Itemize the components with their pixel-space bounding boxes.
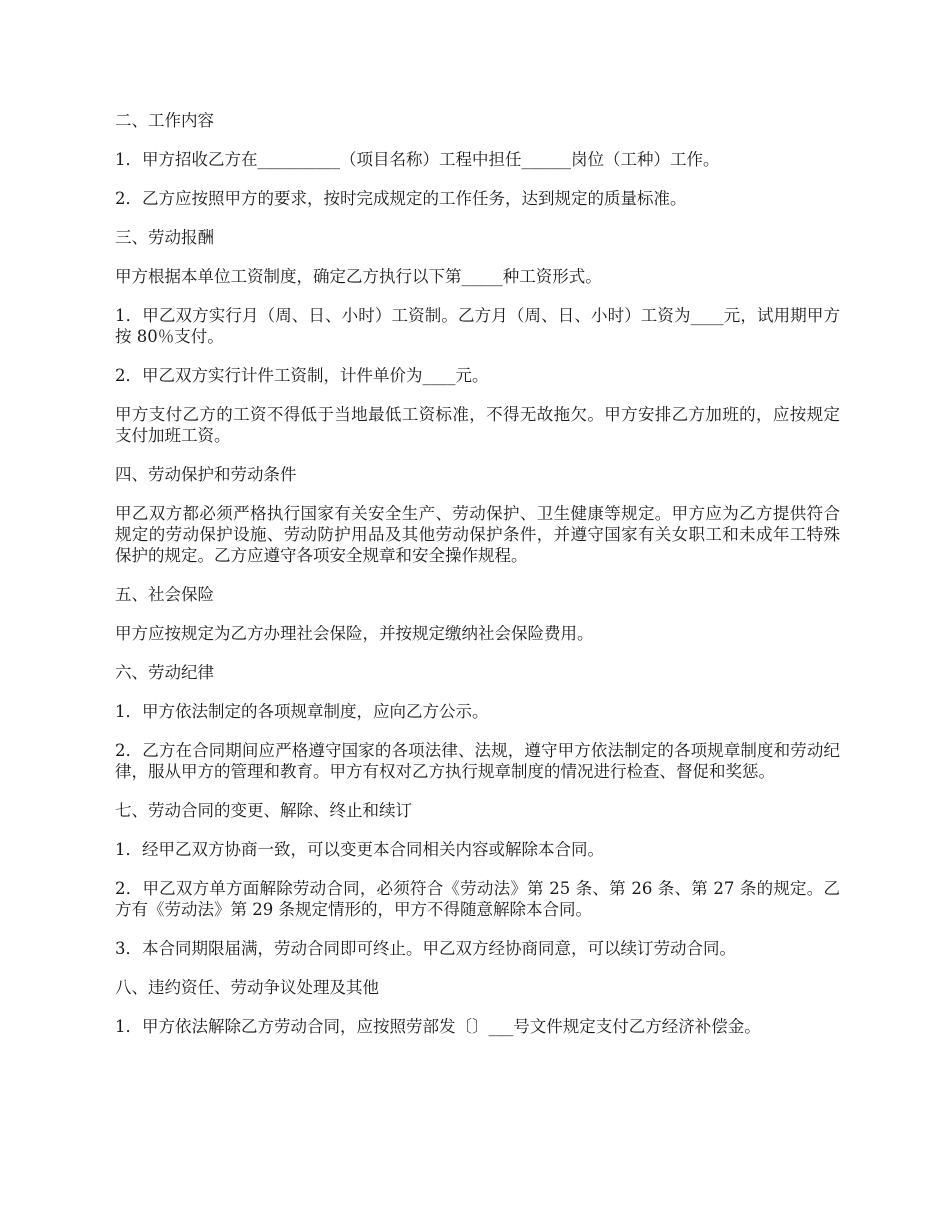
clause-paragraph: 2．甲乙双方单方面解除劳动合同，必须符合《劳动法》第 25 条、第 26 条、第 27 条的规定。乙方有《劳动法》第 29 条规定情形的，甲方不得随意解除本合同。 [115,879,840,919]
section-heading-social-insurance: 五、社会保险 [115,585,214,604]
clause-paragraph: 2．甲乙双方实行计件工资制，计件单价为____元。 [115,366,489,385]
body-paragraph: 甲方应按规定为乙方办理社会保险，并按规定缴纳社会保险费用。 [115,624,594,643]
clause-paragraph: 1．甲方依法制定的各项规章制度，应向乙方公示。 [115,702,489,721]
body-paragraph: 甲方根据本单位工资制度，确定乙方执行以下第_____种工资形式。 [115,267,602,286]
section-heading-contract-changes: 七、劳动合同的变更、解除、终止和续订 [115,801,412,820]
clause-paragraph: 2．乙方在合同期间应严格遵守国家的各项法律、法规，遵守甲方依法制定的各项规章制度和劳动纪律，服从甲方的管理和教育。甲方有权对乙方执行规章制度的情况进行检查、督促和奖惩。 [115,741,840,781]
clause-paragraph: 1．甲乙双方实行月（周、日、小时）工资制。乙方月（周、日、小时）工资为____元，试用期甲方按 80％支付。 [115,306,840,346]
section-heading-liability: 八、违约资任、劳动争议处理及其他 [115,978,379,997]
body-paragraph: 甲方支付乙方的工资不得低于当地最低工资标准，不得无故拖欠。甲方安排乙方加班的，应按规定支付加班工资。 [115,405,840,445]
clause-paragraph: 1．甲方招收乙方在__________（项目名称）工程中担任______岗位（工种）工作。 [115,150,720,169]
body-paragraph: 甲乙双方都必须严格执行国家有关安全生产、劳动保护、卫生健康等规定。甲方应为乙方提供符合规定的劳动保护设施、劳动防护用品及其他劳动保护条件，并遵守国家有关女职工和未成年工特殊保护的规定。乙方应遵守各项安全规章和安全操作规程。 [115,504,840,565]
clause-paragraph: 3．本合同期限届满，劳动合同即可终止。甲乙双方经协商同意，可以续订劳动合同。 [115,939,736,958]
clause-paragraph: 1．经甲乙双方协商一致，可以变更本合同相关内容或解除本合同。 [115,840,604,859]
document-body [115,110,840,1055]
section-heading-remuneration: 三、劳动报酬 [115,228,214,247]
section-heading-labor-protection: 四、劳动保护和劳动条件 [115,465,297,484]
section-heading-work-content: 二、工作内容 [115,111,214,130]
clause-paragraph: 2．乙方应按照甲方的要求，按时完成规定的工作任务，达到规定的质量标准。 [115,189,687,208]
section-heading-labor-discipline: 六、劳动纪律 [115,663,214,682]
clause-paragraph: 1．甲方依法解除乙方劳动合同，应按照劳部发〔〕___号文件规定支付乙方经济补偿金。 [115,1017,761,1036]
